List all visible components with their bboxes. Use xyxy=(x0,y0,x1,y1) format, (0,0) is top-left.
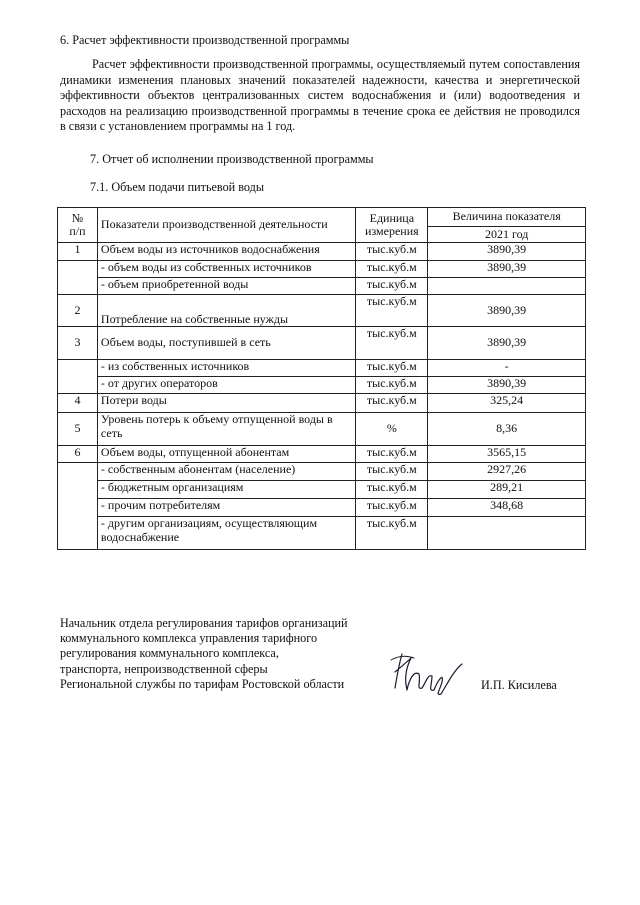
table-row xyxy=(58,261,586,278)
row-number: 2 xyxy=(58,295,98,327)
row-unit: тыс.куб.м xyxy=(356,481,428,499)
header-number-line2: п/п xyxy=(69,224,86,238)
table-row xyxy=(58,360,586,377)
row-value: 3890,39 xyxy=(428,327,586,360)
row-unit: тыс.куб.м xyxy=(356,446,428,463)
row-number: 5 xyxy=(58,413,98,446)
row-number xyxy=(58,261,98,295)
row-value: 3890,39 xyxy=(428,261,586,278)
table-row xyxy=(58,377,586,394)
header-year: 2021 год xyxy=(428,227,586,243)
section-7-1-title: 7.1. Объем подачи питьевой воды xyxy=(90,180,265,194)
row-unit: тыс.куб.м xyxy=(356,377,428,394)
header-value: Величина показателя xyxy=(428,208,586,227)
header-number-line1: № xyxy=(71,210,84,225)
handwritten-signature xyxy=(388,650,468,700)
row-indicator: - собственным абонентам (население) xyxy=(97,463,355,481)
signatory-line: Начальник отдела регулирования тарифов организаций xyxy=(60,616,348,630)
signatory-line: коммунального комплекса управления тарифного xyxy=(60,631,318,646)
header-number xyxy=(58,208,98,243)
table-row xyxy=(58,517,586,550)
row-unit: тыс.куб.м xyxy=(356,517,428,550)
row-indicator: Объем воды, поступившей в сеть xyxy=(97,327,355,360)
row-value: 3890,39 xyxy=(428,377,586,394)
row-value: 3565,15 xyxy=(428,446,586,463)
row-unit: тыс.куб.м xyxy=(356,360,428,377)
row-unit: тыс.куб.м xyxy=(356,394,428,413)
table-row xyxy=(58,446,586,463)
row-indicator: Уровень потерь к объему отпущенной воды в сеть xyxy=(97,413,355,446)
row-value: 289,21 xyxy=(428,481,586,499)
row-indicator: - объем воды из собственных источников xyxy=(97,261,355,278)
row-number: 3 xyxy=(58,327,98,360)
row-unit: тыс.куб.м xyxy=(356,327,428,360)
row-indicator: - прочим потребителям xyxy=(97,499,355,517)
signatory-title xyxy=(60,616,348,692)
row-value: - xyxy=(428,360,586,377)
row-unit: тыс.куб.м xyxy=(356,499,428,517)
row-unit: тыс.куб.м xyxy=(356,261,428,278)
row-indicator: - от других операторов xyxy=(97,377,355,394)
row-indicator: - объем приобретенной воды xyxy=(97,278,355,295)
table-row xyxy=(58,394,586,413)
table-row xyxy=(58,413,586,446)
row-value xyxy=(428,517,586,550)
signatory-name: И.П. Кисилева xyxy=(481,678,557,692)
row-number: 6 xyxy=(58,446,98,463)
row-indicator: Объем воды, отпущенной абонентам xyxy=(97,446,355,463)
signatory-line: транспорта, непроизводственной сферы xyxy=(60,661,268,676)
table-row xyxy=(58,278,586,295)
section-7-title: 7. Отчет об исполнении производственной программы xyxy=(90,152,374,166)
table-row xyxy=(58,295,586,327)
section-6-paragraph: Расчет эффективности производственной программы, осуществляемый путем сопоставления динамики изменения плановых значений показателей надежности, качества и энергетической эффективности объектов централизованных систем водоснабжения и (или) водоотведения и расходов на реализацию производственной программы в течение срока ее действия не проводился в связи с установлением программы на 1 год. xyxy=(60,57,580,134)
table-row xyxy=(58,463,586,481)
row-value: 325,24 xyxy=(428,394,586,413)
row-number xyxy=(58,463,98,550)
row-indicator: Потребление на собственные нужды xyxy=(97,295,355,327)
row-indicator: - бюджетным организациям xyxy=(97,481,355,499)
table-row xyxy=(58,481,586,499)
water-supply-table xyxy=(57,207,586,550)
row-indicator: - другим организациям, осуществляющим водоснабжение xyxy=(97,517,355,550)
section-6-title: 6. Расчет эффективности производственной программы xyxy=(60,33,350,47)
row-value: 348,68 xyxy=(428,499,586,517)
header-unit xyxy=(356,208,428,243)
row-unit: тыс.куб.м xyxy=(356,278,428,295)
table-row xyxy=(58,327,586,360)
row-indicator: Объем воды из источников водоснабжения xyxy=(97,243,355,261)
header-unit-line1: Единица xyxy=(369,210,415,225)
row-value xyxy=(428,278,586,295)
row-value: 3890,39 xyxy=(428,243,586,261)
header-unit-line2: измерения xyxy=(365,224,419,238)
signatory-line: регулирования коммунального комплекса, xyxy=(60,646,279,661)
row-unit: тыс.куб.м xyxy=(356,295,428,327)
row-number xyxy=(58,360,98,394)
signatory-line: Региональной службы по тарифам Ростовской области xyxy=(60,676,345,691)
header-indicator: Показатели производственной деятельности xyxy=(97,208,355,243)
row-unit: % xyxy=(356,413,428,446)
row-value: 3890,39 xyxy=(428,295,586,327)
table-row xyxy=(58,243,586,261)
table-row xyxy=(58,499,586,517)
row-unit: тыс.куб.м xyxy=(356,243,428,261)
row-unit: тыс.куб.м xyxy=(356,463,428,481)
row-value: 2927,26 xyxy=(428,463,586,481)
row-value: 8,36 xyxy=(428,413,586,446)
row-number: 4 xyxy=(58,394,98,413)
row-indicator: Потери воды xyxy=(97,394,355,413)
row-number: 1 xyxy=(58,243,98,261)
row-indicator: - из собственных источников xyxy=(97,360,355,377)
